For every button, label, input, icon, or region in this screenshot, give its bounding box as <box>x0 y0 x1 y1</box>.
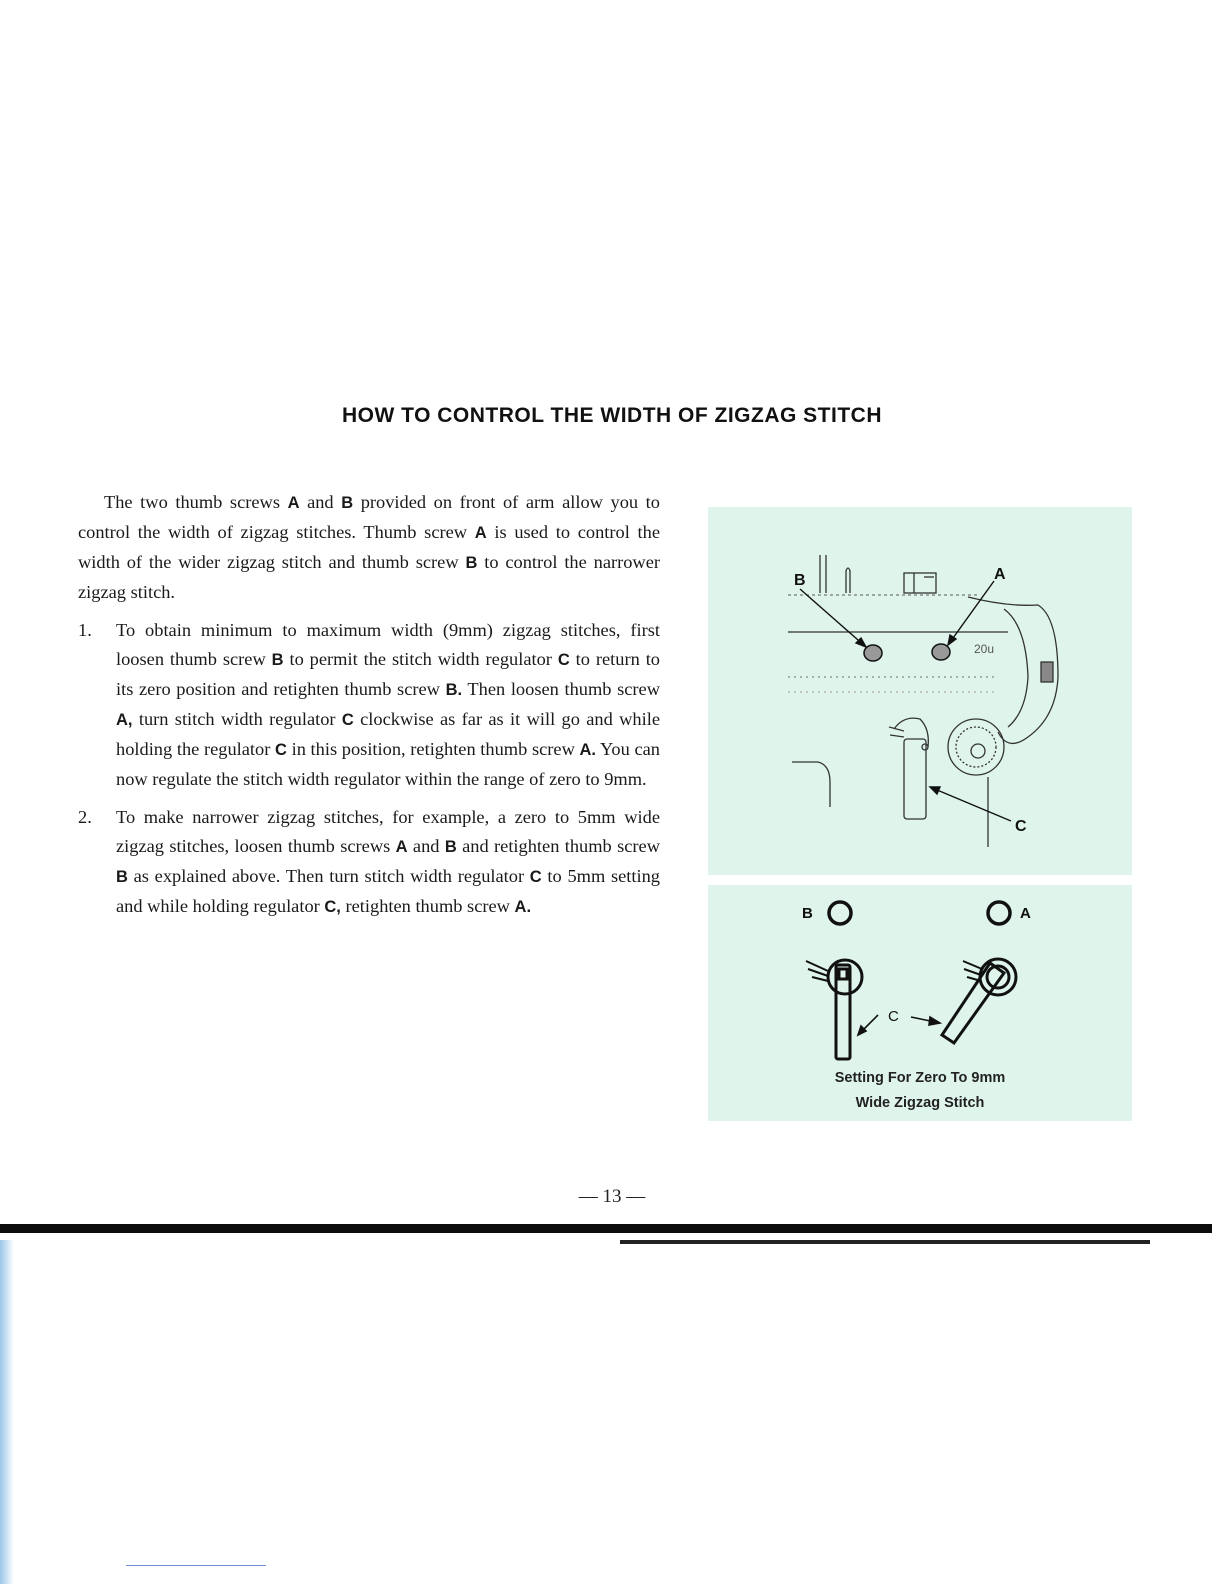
page-edge-rule <box>620 1240 1150 1244</box>
divider <box>126 1565 266 1566</box>
instructions-text <box>78 488 660 922</box>
list-item <box>78 803 660 922</box>
regulator-setting-figure <box>708 885 1132 1121</box>
list-item-text: To make narrower zigzag stitches, for example, a zero to 5mm wide zigzag stitches, loosen thumb screws A and B and retighten thumb screw B as explained above. Then turn stitch width regulator C to 5mm setting and while holding regulator C, retighten thumb screw A. <box>116 807 661 916</box>
caption-line: Wide Zigzag Stitch <box>855 1095 985 1111</box>
screw-b-circle-icon <box>829 902 851 924</box>
page-edge-rule <box>0 1224 1212 1233</box>
thumb-screw-a-icon <box>932 644 950 660</box>
label-b: B <box>802 905 813 922</box>
label-a: A <box>994 566 1006 583</box>
label-b: B <box>794 572 806 589</box>
page-number: — 13 — <box>578 1186 646 1207</box>
intro-paragraph: The two thumb screws A and B provided on front of arm allow you to control the width of zigzag stitches. Thumb screw A is used to control the width of the wider zigzag stitch and thumb screw B to control the narrower zigzag stitch. <box>78 492 660 602</box>
list-item-text: To obtain minimum to maximum width (9mm) zigzag stitches, first loosen thumb screw B to permit the stitch width regulator C to return to its zero position and retighten thumb screw B. Then loosen thumb screw A, turn stitch width regulator C clockwise as far as it will go and while holding the regulator C in this position, retighten thumb screw A. You can now regulate the stitch width regulator within the range of zero to 9mm. <box>116 620 660 789</box>
label-c: C <box>1015 818 1027 835</box>
caption-line: Setting For Zero To 9mm <box>834 1070 1006 1086</box>
instruction-list <box>78 616 660 922</box>
page-title: HOW TO CONTROL THE WIDTH OF ZIGZAG STITCH <box>341 404 882 427</box>
machine-arm-figure <box>708 507 1132 875</box>
list-item-number: 2. <box>78 807 92 827</box>
label-c: C <box>888 1008 899 1025</box>
figure-caption <box>708 1066 1132 1116</box>
screw-a-circle-icon <box>988 902 1010 924</box>
regulator-max-icon <box>942 959 1016 1043</box>
scan-edge <box>0 1240 14 1584</box>
machine-marking: 20u <box>974 642 995 656</box>
label-a: A <box>1020 905 1031 922</box>
machine-arm-illustration <box>708 507 1132 875</box>
regulator-zero-icon <box>806 960 862 1059</box>
list-item-number: 1. <box>78 620 92 640</box>
list-item <box>78 616 660 794</box>
